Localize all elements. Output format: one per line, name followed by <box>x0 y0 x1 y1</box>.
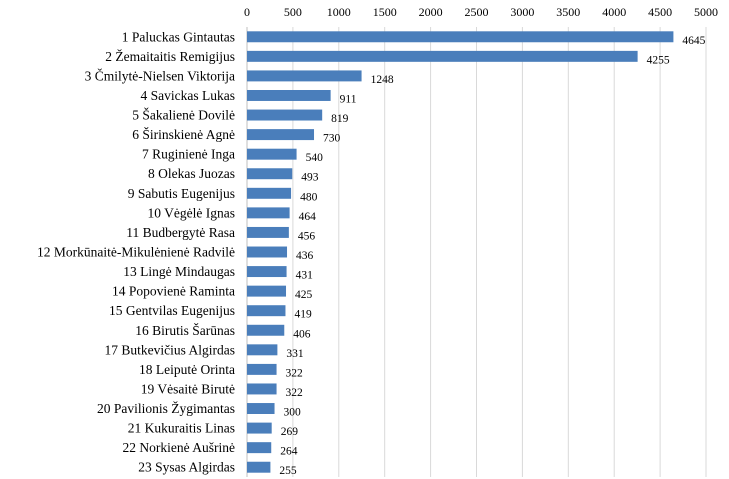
data-label: 255 <box>279 465 297 478</box>
bar <box>247 110 322 121</box>
bar <box>247 266 287 277</box>
category-label: 5 Šakalienė Dovilė <box>132 107 235 123</box>
category-label: 20 Pavilionis Žygimantas <box>97 401 235 417</box>
data-label: 456 <box>297 230 316 243</box>
category-label: 23 Sysas Algirdas <box>138 459 235 475</box>
category-label: 13 Lingė Mindaugas <box>123 264 235 280</box>
data-label: 819 <box>331 113 349 126</box>
bar <box>247 462 270 473</box>
bar <box>247 227 289 238</box>
bar <box>247 51 638 62</box>
bar <box>247 325 284 336</box>
data-label: 331 <box>286 347 304 360</box>
category-label: 17 Butkevičius Algirdas <box>104 342 235 358</box>
data-label: 300 <box>283 406 301 419</box>
x-tick-label: 500 <box>283 5 302 19</box>
category-label: 14 Popovienė Raminta <box>112 283 235 299</box>
bar <box>247 442 271 453</box>
x-tick-label: 5000 <box>694 5 718 19</box>
data-label: 4255 <box>646 54 670 67</box>
bar <box>247 207 290 218</box>
x-tick-label: 1500 <box>372 5 397 19</box>
x-tick-label: 3000 <box>510 5 535 19</box>
bar <box>247 149 297 160</box>
bar <box>247 403 275 414</box>
bar <box>247 70 362 81</box>
data-labels <box>279 35 705 477</box>
category-label: 18 Leiputė Orinta <box>139 361 235 377</box>
category-label: 3 Čmilytė-Nielsen Viktorija <box>84 68 235 84</box>
bar <box>247 344 277 355</box>
data-label: 436 <box>296 250 314 262</box>
category-label: 16 Birutis Šarūnas <box>135 322 235 338</box>
category-label: 21 Kukuraitis Linas <box>127 420 235 436</box>
category-label: 10 Vėgėlė Ignas <box>147 205 235 221</box>
bar <box>247 188 291 199</box>
bar <box>247 383 277 394</box>
x-tick-label: 3500 <box>556 5 581 19</box>
bar <box>247 129 314 140</box>
bar <box>247 423 272 434</box>
bar <box>247 286 286 297</box>
x-tick-label: 4500 <box>648 5 673 19</box>
x-tick-label: 2500 <box>464 5 489 19</box>
data-label: 406 <box>293 328 311 341</box>
data-label: 493 <box>301 171 319 184</box>
category-label: 9 Sabutis Eugenijus <box>127 185 235 201</box>
data-label: 911 <box>339 93 357 106</box>
data-label: 322 <box>285 367 303 380</box>
bar <box>247 247 287 258</box>
category-label: 8 Olekas Juozas <box>148 166 235 182</box>
bar <box>247 90 331 101</box>
category-label: 12 Morkūnaitė-Mikulėnienė Radvilė <box>37 244 235 260</box>
x-tick-label: 1000 <box>326 5 351 19</box>
data-label: 431 <box>295 269 313 282</box>
data-label: 1248 <box>370 73 394 86</box>
category-label: 15 Gentvilas Eugenijus <box>109 303 235 319</box>
category-label: 2 Žemaitaitis Remigijus <box>105 48 235 64</box>
data-label: 730 <box>323 132 341 145</box>
category-label: 1 Paluckas Gintautas <box>121 29 235 45</box>
data-label: 269 <box>280 426 298 439</box>
bar <box>247 305 285 316</box>
x-tick-label: 2000 <box>418 5 443 19</box>
category-label: 11 Budbergytė Rasa <box>126 224 235 240</box>
bar <box>247 168 292 179</box>
data-label: 264 <box>280 445 298 458</box>
category-labels <box>37 29 235 474</box>
bar <box>247 364 277 375</box>
category-label: 22 Norkienė Aušrinė <box>122 440 235 456</box>
x-tick-label: 0 <box>244 5 250 19</box>
data-label: 425 <box>295 289 313 302</box>
x-tick-label: 4000 <box>602 5 627 19</box>
data-label: 322 <box>285 386 303 399</box>
data-label: 4645 <box>682 34 706 47</box>
data-label: 480 <box>300 191 318 204</box>
category-label: 4 Savickas Lukas <box>140 87 235 103</box>
bar <box>247 31 673 42</box>
data-label: 540 <box>305 152 323 165</box>
data-label: 419 <box>294 308 312 321</box>
data-label: 464 <box>298 210 316 223</box>
category-label: 19 Vėsaitė Birutė <box>140 381 235 397</box>
category-label: 7 Ruginienė Inga <box>142 146 235 162</box>
category-label: 6 Širinskienė Agnė <box>132 127 235 143</box>
